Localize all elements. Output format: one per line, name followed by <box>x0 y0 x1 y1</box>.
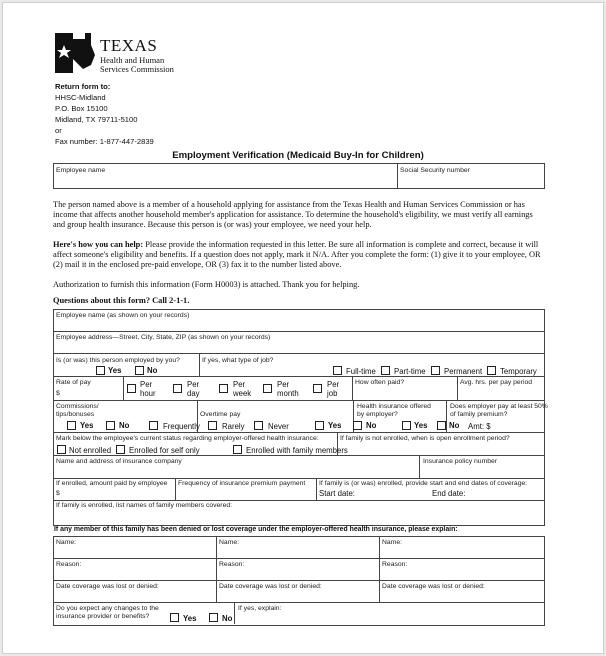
texas-hhsc-logo-icon <box>55 33 100 73</box>
divider <box>199 353 200 376</box>
per-day-checkbox[interactable] <box>173 384 182 393</box>
questions-line: Questions about this form? Call 2-1-1. <box>53 296 190 305</box>
employed-yes-label: Yes <box>108 366 122 375</box>
divider <box>53 353 544 354</box>
employed-no-label: No <box>147 366 158 375</box>
open-enrollment-question[interactable]: If family is not enrolled, when is open enrollment period? <box>340 435 510 442</box>
amount-paid-label: If enrolled, amount paid by employee <box>56 480 168 487</box>
divider <box>175 478 176 500</box>
explain-changes-field[interactable]: If yes, explain: <box>238 605 282 612</box>
logo-subtitle-line1: Health and Human <box>100 55 165 65</box>
with-family-checkbox[interactable] <box>233 445 242 454</box>
divider <box>216 536 217 602</box>
denied-reason-3[interactable]: Reason: <box>382 561 408 568</box>
changes-yes-checkbox[interactable] <box>170 613 179 622</box>
denied-reason-1[interactable]: Reason: <box>56 561 82 568</box>
avg-hours[interactable]: Avg. hrs. per pay period <box>460 379 533 386</box>
divider <box>53 478 544 479</box>
divider <box>53 432 544 433</box>
divider <box>53 331 544 332</box>
page-title: Employment Verification (Medicaid Buy-In for Children) <box>172 150 424 161</box>
divider <box>53 558 544 559</box>
denied-name-3[interactable]: Name: <box>382 539 403 546</box>
divider <box>53 455 544 456</box>
rate-of-pay-label: Rate of pay <box>56 379 91 386</box>
commissions-no-label: No <box>119 421 130 430</box>
commissions-yes-label: Yes <box>80 421 94 430</box>
employed-no-checkbox[interactable] <box>135 366 144 375</box>
per-job-checkbox[interactable] <box>313 384 322 393</box>
divider <box>457 376 458 400</box>
permanent-label: Permanent <box>444 367 483 376</box>
full-time-checkbox[interactable] <box>333 366 342 375</box>
return-fax: Fax number: 1-877-447-2839 <box>55 137 154 146</box>
not-enrolled-checkbox[interactable] <box>57 445 66 454</box>
return-line: or <box>55 126 62 135</box>
overtime-label: Overtime pay <box>200 411 241 418</box>
employee-name-field[interactable]: Employee name <box>56 167 106 174</box>
self-only-label: Enrolled for self only <box>129 446 200 455</box>
changes-no-checkbox[interactable] <box>209 613 218 622</box>
policy-number-field[interactable]: Insurance policy number <box>423 458 498 465</box>
overtime-never-checkbox[interactable] <box>254 421 263 430</box>
per-job-label: Per job <box>327 380 340 398</box>
logo-title: TEXAS <box>100 36 158 55</box>
denied-reason-2[interactable]: Reason: <box>219 561 245 568</box>
hi-offered-yes-label: Yes <box>328 421 342 430</box>
premium-frequency-field[interactable]: Frequency of insurance premium payment <box>178 480 306 487</box>
overtime-rarely-checkbox[interactable] <box>208 421 217 430</box>
temporary-label: Temporary <box>500 367 537 376</box>
part-time-checkbox[interactable] <box>381 366 390 375</box>
divider <box>53 580 544 581</box>
employed-yes-checkbox[interactable] <box>96 366 105 375</box>
denied-name-1[interactable]: Name: <box>56 539 77 546</box>
divider <box>234 602 235 624</box>
health-insurance-offered-label: Health insurance offered by employer? <box>357 403 431 418</box>
pays-50-no-checkbox[interactable] <box>437 421 446 430</box>
divider <box>53 400 544 401</box>
divider <box>123 376 124 400</box>
permanent-checkbox[interactable] <box>431 366 440 375</box>
denied-name-2[interactable]: Name: <box>219 539 240 546</box>
hi-offered-no-label: No <box>366 421 377 430</box>
divider <box>446 400 447 432</box>
temporary-checkbox[interactable] <box>487 366 496 375</box>
full-time-label: Full-time <box>346 367 376 376</box>
divider <box>379 536 380 602</box>
per-hour-label: Per hour <box>140 380 156 398</box>
commissions-label: Commissions/ tips/bonuses <box>56 403 99 418</box>
per-day-label: Per day <box>187 380 200 398</box>
hi-offered-yes-checkbox[interactable] <box>315 421 324 430</box>
help-paragraph <box>53 240 545 271</box>
divider <box>53 500 544 501</box>
authorization-paragraph: Authorization to furnish this information (Form H0003) is attached. Thank you for helping. <box>53 280 360 289</box>
denied-date-3[interactable]: Date coverage was lost or denied: <box>382 583 485 590</box>
top-fields-box <box>53 163 545 189</box>
ssn-field[interactable]: Social Security number <box>400 167 470 174</box>
pays-50-yes-label: Yes <box>414 421 428 430</box>
pays-50-no-label: No <box>449 421 460 430</box>
amount-paid-dollar[interactable]: $ <box>56 490 60 497</box>
job-type-question: If yes, what type of job? <box>202 357 274 364</box>
changes-no-label: No <box>222 614 233 623</box>
pays-50-yes-checkbox[interactable] <box>402 421 411 430</box>
changes-yes-label: Yes <box>183 614 197 623</box>
start-date-field[interactable]: Start date: <box>319 489 355 498</box>
family-members-field[interactable]: If family is enrolled, list names of family members covered: <box>56 502 233 509</box>
end-date-field[interactable]: End date: <box>432 489 466 498</box>
coverage-dates-label: If family is (or was) enrolled, provide start and end dates of coverage: <box>319 480 528 487</box>
return-line: Midland, TX 79711-5100 <box>55 115 138 124</box>
divider <box>352 376 353 400</box>
self-only-checkbox[interactable] <box>116 445 125 454</box>
divider <box>397 163 398 188</box>
per-hour-checkbox[interactable] <box>127 384 136 393</box>
help-text: Please provide the information requested in this letter. Be sure all information is complete and correct, because it will affect someone's eligibility and benefits. If a question does not apply, mark it N/A. After you complete the form: (1) give it to your employee, OR (2) mail it in the enclosed pre-paid envelope, OR (3) fax it to the number listed above. <box>53 240 541 270</box>
never-label: Never <box>268 422 289 431</box>
return-line: HHSC-Midland <box>55 93 106 102</box>
rarely-label: Rarely <box>222 422 245 431</box>
expect-changes-label: Do you expect any changes to the insurance provider or benefits? <box>56 605 159 620</box>
amount-field[interactable]: Amt: $ <box>468 422 491 431</box>
denied-coverage-heading: If any member of this family has been denied or lost coverage under the employer-offered health insurance, please explain: <box>54 526 458 533</box>
divider <box>316 478 317 500</box>
divider <box>53 602 544 603</box>
commissions-no-checkbox[interactable] <box>106 421 115 430</box>
employee-address[interactable]: Employee address—Street, City, State, ZIP (as shown on your records) <box>56 334 271 341</box>
return-line: P.O. Box 15100 <box>55 104 108 113</box>
divider <box>419 455 420 478</box>
rate-dollar[interactable]: $ <box>56 390 60 397</box>
with-family-label: Enrolled with family members <box>246 446 348 455</box>
return-heading: Return form to: <box>55 82 111 91</box>
status-instructions: Mark below the employee's current status regarding employer-offered health insurance: <box>56 435 319 442</box>
intro-paragraph: The person named above is a member of a household applying for assistance from the Texas Health and Human Services Commission or has income that affects another household member's application for assistance. To determine the household's eligibility, we must verify all earnings and group health insurance. Because this person is (or was) your employee, we need your help. <box>53 200 533 230</box>
per-month-label: Per month <box>277 380 299 398</box>
employed-question: Is (or was) this person employed by you? <box>56 357 180 364</box>
help-heading: Here's how you can help: <box>53 240 144 249</box>
logo-subtitle-line2: Services Commission <box>100 64 174 74</box>
not-enrolled-label: Not enrolled <box>69 446 112 455</box>
insurance-company-field[interactable]: Name and address of insurance company <box>56 458 182 465</box>
how-often-paid[interactable]: How often paid? <box>355 379 405 386</box>
divider <box>53 376 544 377</box>
per-month-checkbox[interactable] <box>263 384 272 393</box>
denied-date-2[interactable]: Date coverage was lost or denied: <box>219 583 322 590</box>
commissions-yes-checkbox[interactable] <box>67 421 76 430</box>
denied-date-1[interactable]: Date coverage was lost or denied: <box>56 583 159 590</box>
frequently-label: Frequently <box>163 422 200 431</box>
per-week-label: Per week <box>233 380 252 398</box>
hi-offered-no-checkbox[interactable] <box>353 421 362 430</box>
pays-50-percent-label: Does employer pay at least 50% of family premium? <box>450 403 548 418</box>
per-week-checkbox[interactable] <box>219 384 228 393</box>
part-time-label: Part-time <box>394 367 426 376</box>
overtime-frequently-checkbox[interactable] <box>149 421 158 430</box>
employee-name-records[interactable]: Employee name (as shown on your records) <box>56 312 190 319</box>
